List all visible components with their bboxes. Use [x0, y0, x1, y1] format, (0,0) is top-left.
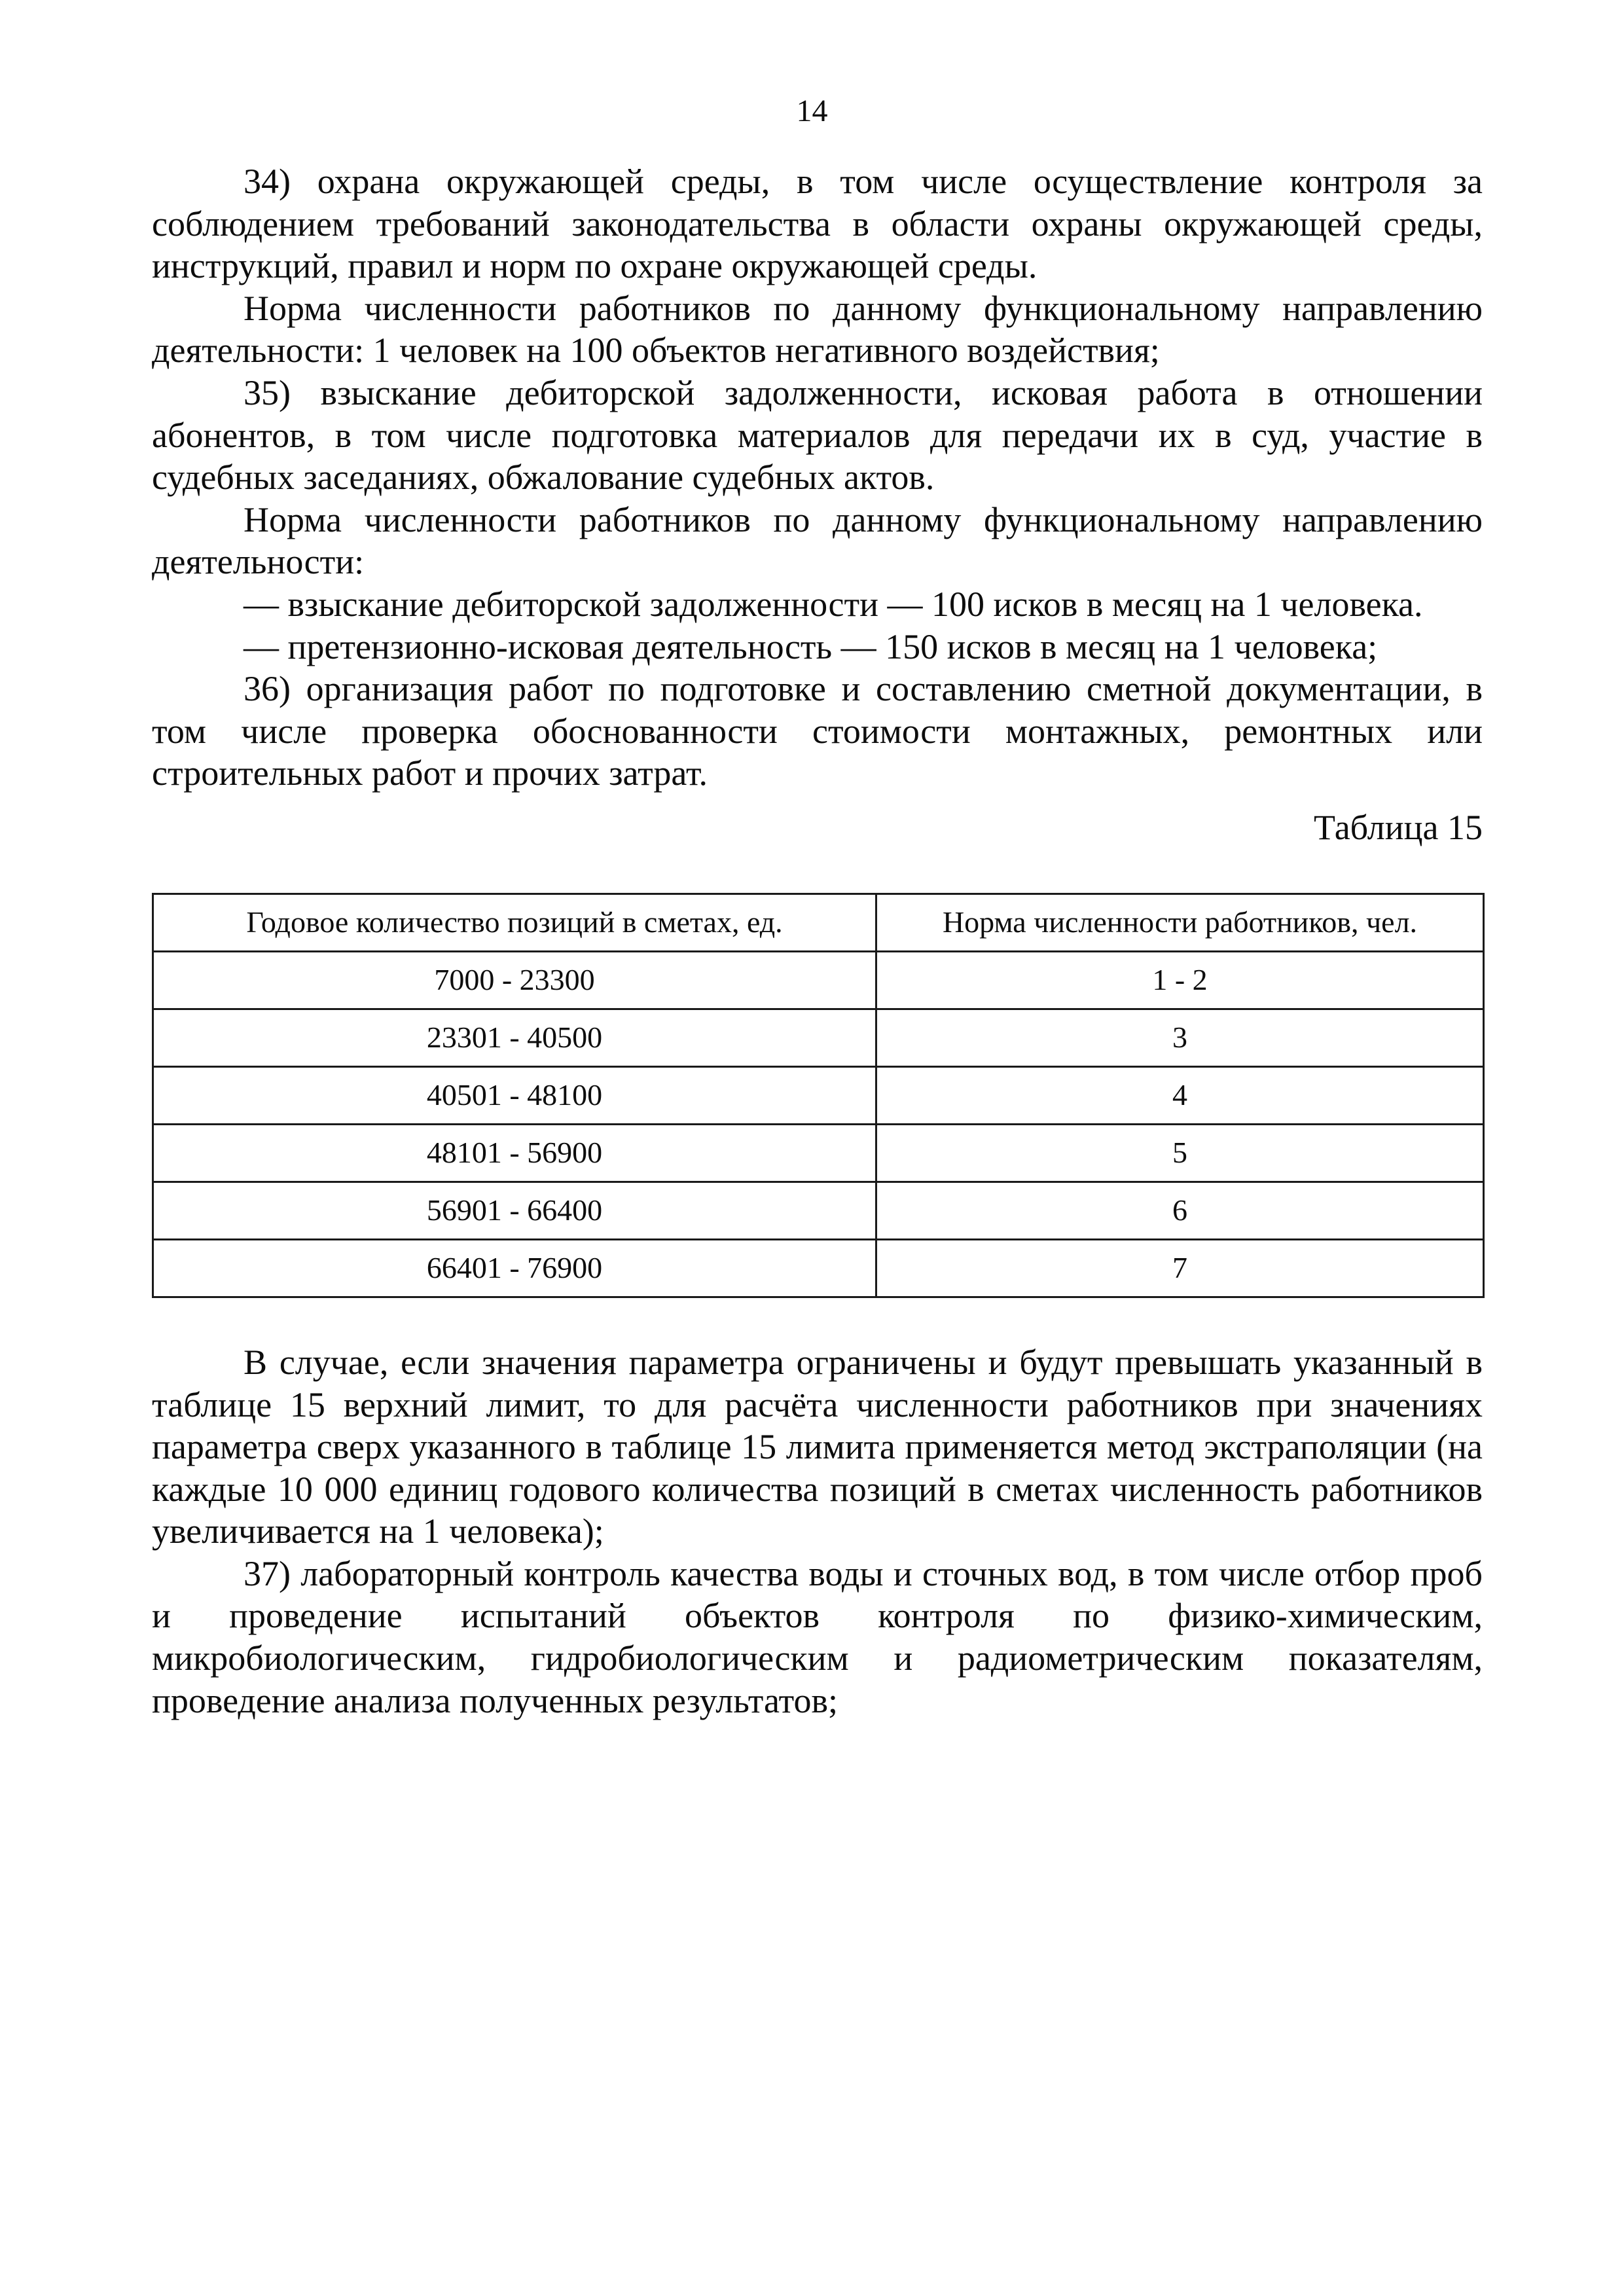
table-cell: 66401 - 76900 — [153, 1239, 876, 1297]
item-37-paragraph: 37) лабораторный контроль качества воды и сточных вод, в том числе отбор проб и проведение испытаний объектов контроля по физико-химическим, микробиологическим, гидробиологическим и радиометрическим показателям, проведение анализа полученных результатов; — [152, 1553, 1483, 1720]
item-36-paragraph: 36) организация работ по подготовке и составлению сметной документации, в том числе проверка обоснованности стоимости монтажных, ремонтных или строительных работ и прочих затрат. — [152, 669, 1483, 793]
item-35-norm-paragraph: Норма численности работников по данному функциональному направлению деятельности: — [152, 499, 1483, 582]
item-34-norm-paragraph: Норма численности работников по данному функциональному направлению деятельности: 1 человек на 100 объектов негативного воздействия; — [152, 288, 1483, 370]
table-cell: 7 — [876, 1239, 1484, 1297]
table-cell: 3 — [876, 1009, 1484, 1066]
table-header-cell: Норма численности работников, чел. — [876, 894, 1484, 951]
table-row — [153, 1124, 1484, 1182]
table-header-cell: Годовое количество позиций в сметах, ед. — [153, 894, 876, 951]
table-row — [153, 951, 1484, 1009]
extrapolation-paragraph: В случае, если значения параметра ограничены и будут превышать указанный в таблице 15 верхний лимит, то для расчёта численности работников при значениях параметра сверх указанного в таблице 15 лимита применяется метод экстраполяции (на каждые 10 000 единиц годового количества позиций в сметах численность работников увеличивается на 1 человека); — [152, 1342, 1483, 1551]
norm-list-item: — претензионно-исковая деятельность — 150 исков в месяц на 1 человека; — [244, 626, 1378, 666]
item-35-paragraph: 35) взыскание дебиторской задолженности, исковая работа в отношении абонентов, в том числе подготовка материалов для передачи их в суд, участие в судебных заседаниях, обжалование судебных актов. — [152, 372, 1483, 497]
norm-table — [152, 893, 1485, 1298]
table-cell: 6 — [876, 1182, 1484, 1239]
document-body — [152, 160, 1483, 1722]
table-caption: Таблица 15 — [1314, 807, 1483, 847]
norm-list-item: — взыскание дебиторской задолженности — 100 исков в месяц на 1 человека. — [244, 584, 1423, 624]
table-row — [153, 1009, 1484, 1066]
item-34-paragraph: 34) охрана окружающей среды, в том числе осуществление контроля за соблюдением требований законодательства в области охраны окружающей среды, инструкций, правил и норм по охране окружающей среды. — [152, 162, 1483, 286]
table-row — [153, 1066, 1484, 1124]
table-row — [153, 1239, 1484, 1297]
table-cell: 1 - 2 — [876, 951, 1484, 1009]
table-cell: 40501 - 48100 — [153, 1066, 876, 1124]
table-cell: 56901 - 66400 — [153, 1182, 876, 1239]
table-cell: 4 — [876, 1066, 1484, 1124]
page-number: 14 — [796, 94, 828, 128]
table-cell: 23301 - 40500 — [153, 1009, 876, 1066]
table-cell: 5 — [876, 1124, 1484, 1182]
table-header-row — [153, 894, 1484, 951]
table-cell: 48101 - 56900 — [153, 1124, 876, 1182]
table-row — [153, 1182, 1484, 1239]
table-cell: 7000 - 23300 — [153, 951, 876, 1009]
